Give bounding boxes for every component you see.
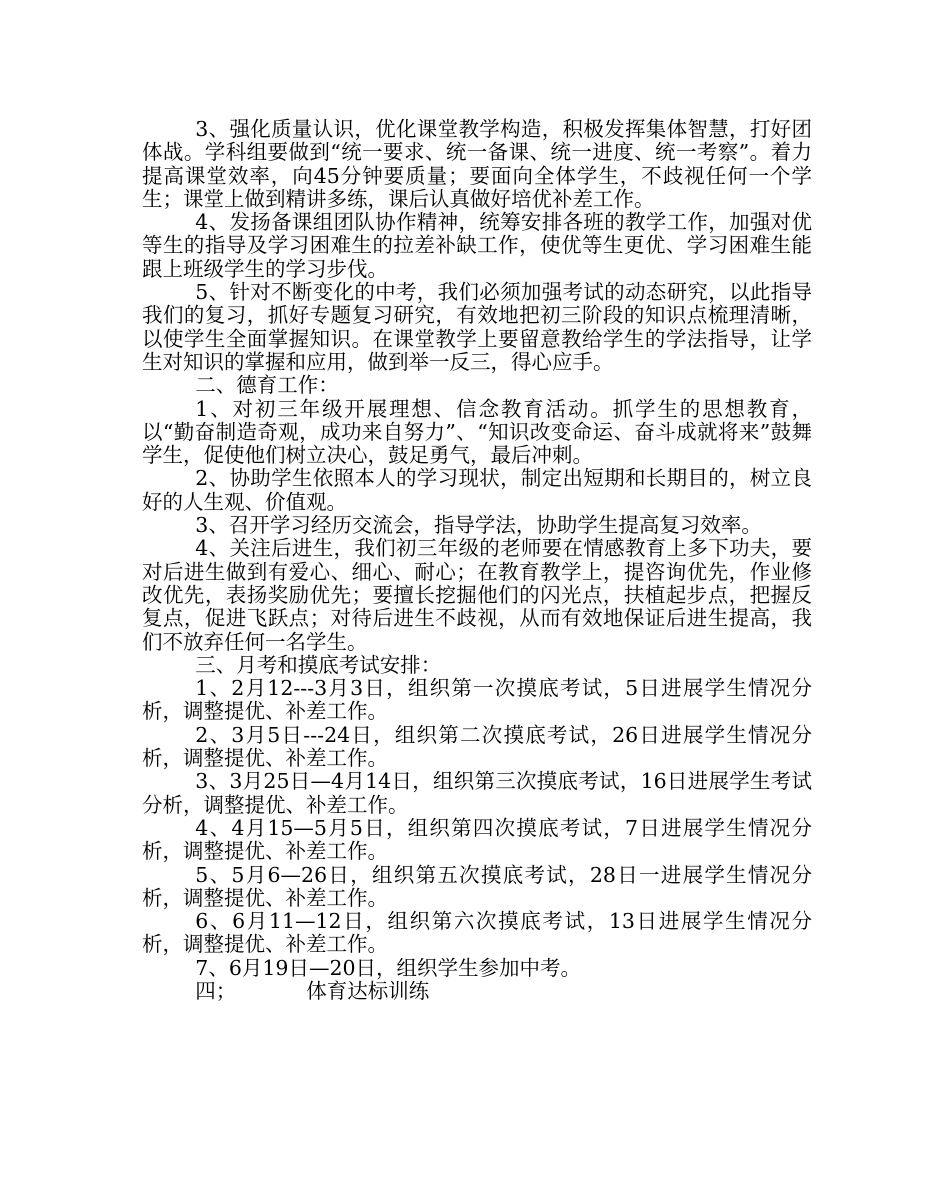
section-heading-title: 体育达标训练: [306, 978, 430, 1003]
section-heading-prefix: 四；: [195, 978, 237, 1003]
exam-schedule-item-6: 6、6月11—12日，组织第六次摸底考试，13日进展学生情况分析，调整提优、补差工作。: [142, 909, 812, 957]
section-heading-moral-education: 二、德育工作：: [195, 373, 339, 398]
paragraph-quality-awareness: 3、强化质量认识，优化课堂教学构造，积极发挥集体智慧，打好团体战。学科组要做到“统一要求、统一备课、统一进度、统一考察”。着力提高课堂效率，向45分钟要质量；要面向全体学生，不歧视任何一个学生；课堂上做到精讲多练，课后认真做好培优补差工作。: [142, 117, 812, 211]
exam-schedule-item-2: 2、3月5日---24日，组织第二次摸底考试，26日进展学生情况分析，调整提优、补差工作。: [142, 722, 812, 771]
exam-schedule-item-4: 4、4月15—5月5日，组织第四次摸底考试，7日进展学生情况分析，调整提优、补差工作。: [142, 815, 812, 864]
paragraph-experience-exchange: 3、召开学习经历交流会，指导学法，协助学生提高复习效率。: [195, 513, 762, 538]
paragraph-team-collaboration: 4、发扬备课组团队协作精神，统筹安排各班的教学工作，加强对优等生的指导及学习困难生的拉差补缺工作，使优等生更优、学习困难生能跟上班级学生的学习步伐。: [142, 210, 812, 281]
paragraph-exam-research: 5、针对不断变化的中考，我们必须加强考试的动态研究，以此指导我们的复习，抓好专题复习研究，有效地把初三阶段的知识点梳理清晰，以使学生全面掌握知识。在课堂教学上要留意教给学生的学法指导，让学生对知识的掌握和应用，做到举一反三，得心应手。: [142, 280, 812, 374]
exam-schedule-item-7: 7、6月19日—20日，组织学生参加中考。: [195, 955, 582, 980]
document-body: [142, 118, 812, 1003]
exam-schedule-item-3: 3、3月25日—4月14日，组织第三次摸底考试，16日进展学生考试分析，调整提优、补差工作。: [142, 769, 812, 817]
section-heading-physical-training: [142, 980, 812, 1003]
exam-schedule-item-1: 1、2月12---3月3日，组织第一次摸底考试，5日进展学生情况分析，调整提优、补差工作。: [142, 676, 812, 724]
paragraph-ideal-belief-education: 1、对初三年级开展理想、信念教育活动。抓学生的思想教育，以“勤奋制造奇观，成功来自努力”、“知识改变命运、奋斗成就将来”鼓舞学生，促使他们树立决心，鼓足勇气，最后冲刺。: [142, 396, 812, 468]
paragraph-struggling-students: 4、关注后进生，我们初三年级的老师要在情感教育上多下功夫，要对后进生做到有爱心、细心、耐心；在教育教学上，提咨询优先，作业修改优先，表扬奖励优先；要擅长挖掘他们的闪光点，扶植起步点，把握反复点，促进飞跃点；对待后进生不歧视，从而有效地保证后进生提高，我们不放弃任何一名学生。: [142, 536, 812, 654]
section-heading-exam-schedule: 三、月考和摸底考试安排：: [195, 652, 442, 677]
paragraph-study-goals: 2、协助学生依照本人的学习现状，制定出短期和长期目的，树立良好的人生观、价值观。: [142, 466, 812, 514]
exam-schedule-item-5: 5、5月6—26日，组织第五次摸底考试，28日一进展学生情况分析，调整提优、补差工作。: [142, 862, 812, 910]
